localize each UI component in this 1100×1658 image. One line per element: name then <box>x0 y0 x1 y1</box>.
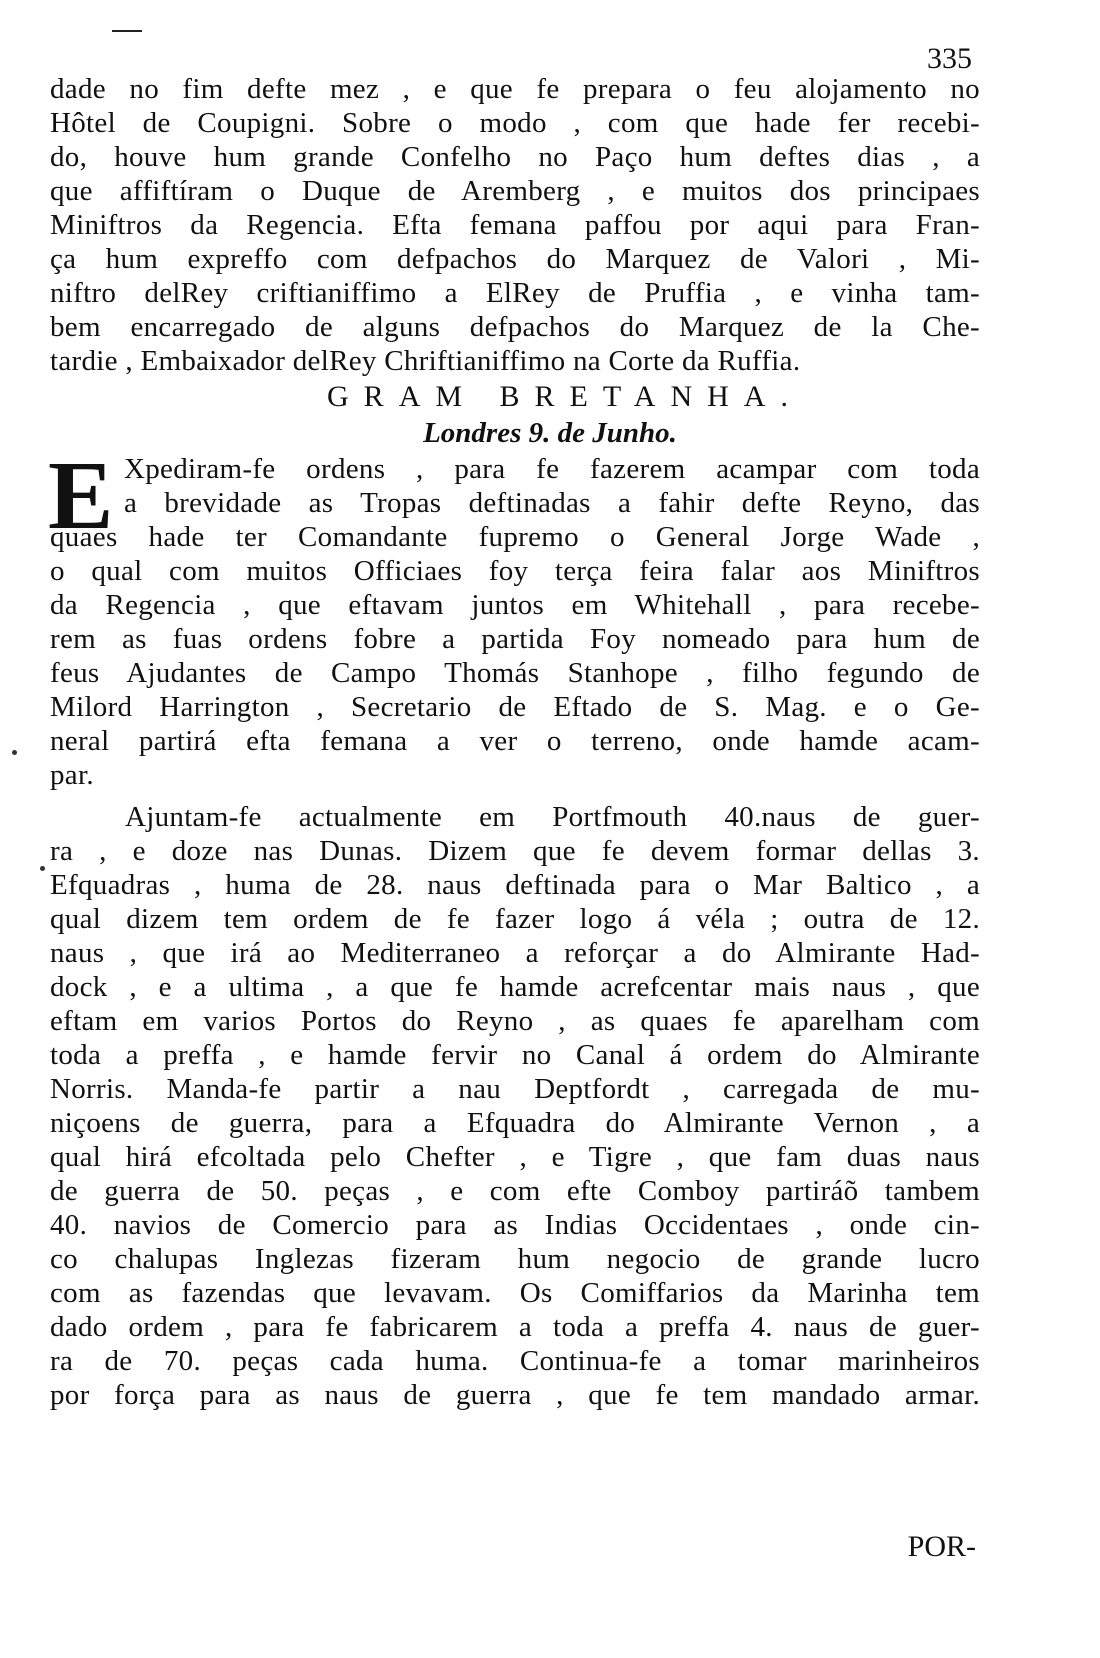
margin-speck <box>12 750 17 755</box>
text-line: Xpediram-fe ordens , para fe fazerem acampar com toda <box>124 453 980 485</box>
text-line: com as fazendas que levavam. Os Comiffarios da Marinha tem <box>50 1277 980 1309</box>
text-line: Miniftros da Regencia. Efta femana paffou por aqui para Fran- <box>50 209 980 241</box>
text-line: co chalupas Inglezas fizeram hum negocio de grande lucro <box>50 1243 980 1275</box>
text-line: bem encarregado de alguns defpachos do Marquez de la Che- <box>50 311 980 343</box>
catchword: POR- <box>907 1530 976 1563</box>
text-line: por força para as naus de guerra , que fe tem mandado armar. <box>50 1379 980 1411</box>
text-line: qual hirá efcoltada pelo Chefter , e Tigre , que fam duas naus <box>50 1141 980 1173</box>
text-line: de guerra de 50. peças , e com efte Comboy partiráõ tambem <box>50 1175 980 1207</box>
text-line: do, houve hum grande Confelho no Paço hum deftes dias , a <box>50 141 980 173</box>
page-number: 335 <box>927 42 972 75</box>
text-line: Norris. Manda-fe partir a nau Deptfordt , carregada de mu- <box>50 1073 980 1105</box>
text-line: ça hum expreffo com defpachos do Marquez de Valori , Mi- <box>50 243 980 275</box>
text-line: Hôtel de Coupigni. Sobre o modo , com que hade fer recebi- <box>50 107 980 139</box>
text-line: naus , que irá ao Mediterraneo a reforçar a do Almirante Had- <box>50 937 980 969</box>
drop-cap: E <box>48 442 114 550</box>
text-line: qual dizem tem ordem de fe fazer logo á véla ; outra de 12. <box>50 903 980 935</box>
text-line: que affiftíram o Duque de Aremberg , e muitos dos principaes <box>50 175 980 207</box>
text-line: o qual com muitos Officiaes foy terça feira falar aos Miniftros <box>50 555 980 587</box>
text-line: dade no fim defte mez , e que fe prepara o feu alojamento no <box>50 73 980 105</box>
text-line: dado ordem , para fe fabricarem a toda a preffa 4. naus de guer- <box>50 1311 980 1343</box>
text-line: Milord Harrington , Secretario de Eftado de S. Mag. e o Ge- <box>50 691 980 723</box>
text-line: Ajuntam-fe actualmente em Portfmouth 40.naus de guer- <box>125 801 980 833</box>
section-heading: GRAM BRETANHA. <box>327 380 803 413</box>
text-line: ra de 70. peças cada huma. Continua-fe a tomar marinheiros <box>50 1345 980 1377</box>
text-line: neral partirá efta femana a ver o terreno, onde hamde acam- <box>50 725 980 757</box>
text-line: dock , e a ultima , a que fe hamde acrefcentar mais naus , que <box>50 971 980 1003</box>
text-line: da Regencia , que eftavam juntos em Whitehall , para recebe- <box>50 589 980 621</box>
text-line: toda a preffa , e hamde fervir no Canal á ordem do Almirante <box>50 1039 980 1071</box>
text-line: quaes hade ter Comandante fupremo o General Jorge Wade , <box>50 521 980 553</box>
text-line: eftam em varios Portos do Reyno , as quaes fe aparelham com <box>50 1005 980 1037</box>
text-line: par. <box>50 759 94 791</box>
text-line: tardie , Embaixador delRey Chriftianiffimo na Corte da Ruffia. <box>50 345 801 377</box>
text-line: 40. navios de Comercio para as Indias Occidentaes , onde cin- <box>50 1209 980 1241</box>
text-line: Efquadras , huma de 28. naus deftinada para o Mar Baltico , a <box>50 869 980 901</box>
text-line: a brevidade as Tropas deftinadas a fahir defte Reyno, das <box>124 487 980 519</box>
text-line: rem as fuas ordens fobre a partida Foy nomeado para hum de <box>50 623 980 655</box>
text-line: niftro delRey criftianiffimo a ElRey de Pruffia , e vinha tam- <box>50 277 980 309</box>
text-line: ra , e doze nas Dunas. Dizem que fe devem formar dellas 3. <box>50 835 980 867</box>
text-line: feus Ajudantes de Campo Thomás Stanhope , filho fegundo de <box>50 657 980 689</box>
header-rule <box>112 30 142 32</box>
dateline: Londres 9. de Junho. <box>423 417 677 449</box>
text-line: niçoens de guerra, para a Efquadra do Almirante Vernon , a <box>50 1107 980 1139</box>
margin-speck <box>40 866 45 871</box>
